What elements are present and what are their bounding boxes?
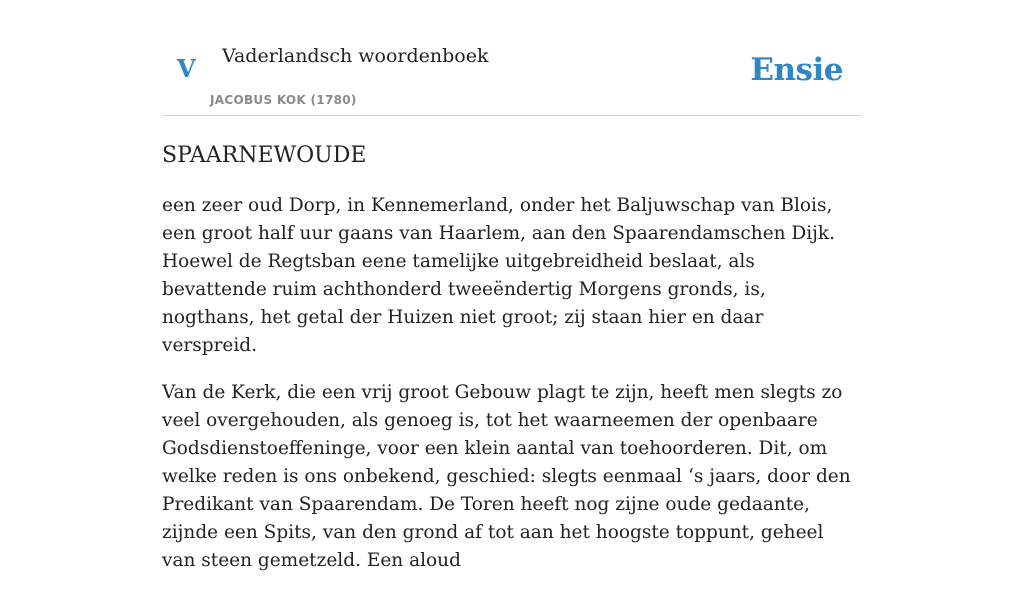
entry-title: SPAARNEWOUDE — [162, 143, 367, 168]
ensie-logo[interactable]: Ensie — [750, 52, 843, 88]
entry-body — [162, 192, 862, 575]
book-title-link[interactable]: Vaderlandsch woordenboek — [222, 45, 489, 67]
book-author: JACOBUS KOK (1780) — [210, 93, 357, 107]
letter-index-link[interactable]: V — [177, 54, 196, 83]
entry-paragraph: een zeer oud Dorp, in Kennemerland, onder het Baljuwschap van Blois, een groot half uur gaans van Haarlem, aan den Spaarendamschen Dijk. Hoewel de Regtsban eene tamelijke uitgebreidheid beslaat, als bevattende ruim achthonderd tweeëndertig Morgens gronds, is, nogthans, het getal der Huizen niet groot; zij staan hier en daar verspreid. — [162, 195, 836, 356]
article-page — [162, 0, 862, 594]
book-header — [162, 0, 862, 116]
entry-paragraph: Van de Kerk, die een vrij groot Gebouw plagt te zijn, heeft men slegts zo veel overgehouden, als genoeg is, tot het waarneemen der openbaare Godsdienstoeffeninge, voor een klein aantal van toehoorderen. Dit, om welke reden is ons onbekend, geschied: slegts eenmaal ‘s jaars, door den Predikant van Spaarendam. De Toren heeft nog zijne oude gedaante, zijnde een Spits, van den grond af tot aan het hoogste toppunt, geheel van steen gemetzeld. Een aloud — [162, 382, 851, 571]
